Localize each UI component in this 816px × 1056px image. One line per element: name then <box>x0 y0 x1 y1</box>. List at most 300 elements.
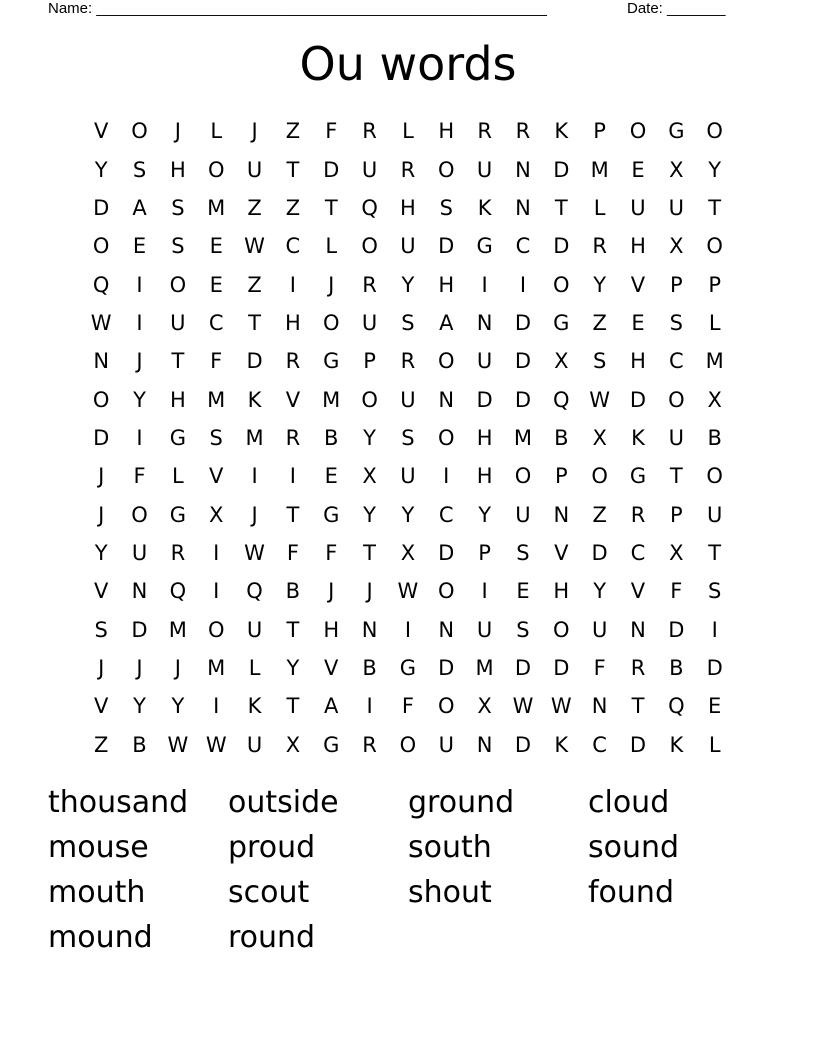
grid-letter[interactable]: G <box>169 425 186 450</box>
grid-letter[interactable]: K <box>554 732 569 757</box>
word-list-item: found <box>588 875 674 910</box>
grid-letter[interactable]: F <box>286 540 299 565</box>
grid-letter[interactable]: K <box>669 732 684 757</box>
grid-letter[interactable]: R <box>630 502 646 527</box>
grid-letter[interactable]: Z <box>592 502 607 527</box>
grid-letter[interactable]: N <box>131 579 148 604</box>
grid-letter[interactable]: Z <box>285 119 301 144</box>
grid-letter[interactable]: H <box>323 617 340 642</box>
grid-letter[interactable]: V <box>324 655 339 680</box>
grid-letter[interactable]: G <box>169 502 186 527</box>
grid-letter[interactable]: I <box>136 425 143 450</box>
grid-letter[interactable]: B <box>554 425 569 450</box>
grid-letter[interactable]: Z <box>247 195 262 220</box>
grid-letter[interactable]: O <box>361 234 378 259</box>
grid-letter[interactable]: G <box>668 119 685 144</box>
grid-letter[interactable]: Q <box>668 694 685 719</box>
grid-letter[interactable]: O <box>92 234 110 259</box>
grid-letter[interactable]: R <box>400 157 416 182</box>
word-list-item: scout <box>228 875 310 910</box>
grid-letter[interactable]: U <box>668 425 685 450</box>
grid-letter[interactable]: X <box>209 502 224 527</box>
grid-letter[interactable]: G <box>323 349 340 374</box>
grid-letter[interactable]: T <box>708 540 722 565</box>
grid-letter[interactable]: D <box>438 655 455 680</box>
grid-letter[interactable]: X <box>592 425 607 450</box>
grid-letter[interactable]: I <box>251 464 258 489</box>
grid-letter[interactable]: O <box>668 387 685 412</box>
grid-letter[interactable]: B <box>669 655 684 680</box>
grid-letter[interactable]: S <box>209 425 223 450</box>
grid-letter[interactable]: H <box>400 195 416 220</box>
grid-letter[interactable]: H <box>476 425 493 450</box>
grid-letter[interactable]: G <box>323 732 340 757</box>
grid-letter[interactable]: F <box>593 655 606 680</box>
grid-letter[interactable]: W <box>512 694 534 719</box>
word-list-item: ground <box>408 785 515 820</box>
grid-letter[interactable]: V <box>630 579 646 604</box>
grid-letter[interactable]: X <box>669 157 684 182</box>
grid-letter[interactable]: I <box>404 617 412 642</box>
grid-letter[interactable]: H <box>630 234 646 259</box>
grid-letter[interactable]: K <box>247 694 262 719</box>
grid-letter[interactable]: I <box>366 694 373 719</box>
grid-letter[interactable]: H <box>438 119 455 144</box>
grid-letter[interactable]: C <box>630 540 646 565</box>
grid-letter[interactable]: Q <box>246 579 263 604</box>
grid-letter[interactable]: Y <box>171 694 185 719</box>
grid-letter[interactable]: T <box>324 195 338 220</box>
grid-letter[interactable]: D <box>246 349 263 374</box>
grid-letter[interactable]: J <box>136 655 143 680</box>
grid-letter[interactable]: R <box>362 732 377 757</box>
grid-letter[interactable]: D <box>629 732 647 757</box>
grid-letter[interactable]: P <box>669 502 683 527</box>
grid-letter[interactable]: N <box>361 617 378 642</box>
grid-letter[interactable]: M <box>322 387 341 412</box>
grid-letter[interactable]: W <box>397 579 419 604</box>
grid-letter[interactable]: Y <box>478 502 492 527</box>
grid-letter[interactable]: R <box>285 349 301 374</box>
word-list-item: mound <box>48 920 153 955</box>
grid-letter[interactable]: C <box>285 234 301 259</box>
grid-letter[interactable]: O <box>706 234 723 259</box>
grid-letter[interactable]: U <box>591 617 608 642</box>
grid-letter[interactable]: G <box>323 502 340 527</box>
grid-letter[interactable]: F <box>133 464 146 489</box>
grid-letter[interactable]: U <box>361 157 378 182</box>
grid-letter[interactable]: M <box>245 425 264 450</box>
header <box>0 0 816 22</box>
grid-letter[interactable]: Y <box>363 425 376 450</box>
grid-letter[interactable]: S <box>401 310 415 335</box>
grid-letter[interactable]: R <box>630 655 646 680</box>
grid-letter[interactable]: E <box>708 694 722 719</box>
grid-letter[interactable]: X <box>554 349 569 374</box>
grid-letter[interactable]: N <box>438 617 455 642</box>
word-list <box>48 780 768 960</box>
grid-letter[interactable]: I <box>213 694 220 719</box>
grid-letter[interactable]: Z <box>93 732 109 757</box>
grid-letter[interactable]: T <box>363 540 376 565</box>
grid-letter[interactable]: X <box>669 234 684 259</box>
grid-letter[interactable]: O <box>207 157 225 182</box>
grid-letter[interactable]: H <box>169 157 186 182</box>
grid-letter[interactable]: O <box>131 119 148 144</box>
grid-letter[interactable]: Y <box>708 157 722 182</box>
grid-letter[interactable]: T <box>286 157 300 182</box>
grid-letter[interactable]: W <box>205 732 227 757</box>
grid-letter[interactable]: F <box>325 540 338 565</box>
grid-letter[interactable]: J <box>366 579 373 604</box>
grid-letter[interactable]: U <box>438 732 454 757</box>
grid-letter[interactable]: B <box>707 425 722 450</box>
grid-letter[interactable]: E <box>631 157 645 182</box>
name-field[interactable]: Name: ______________________________________________________ <box>48 0 547 17</box>
grid-letter[interactable]: Q <box>553 387 570 412</box>
grid-letter[interactable]: D <box>438 234 455 259</box>
grid-letter[interactable]: J <box>98 464 105 489</box>
word-list-item: thousand <box>48 785 189 820</box>
grid-letter[interactable]: O <box>131 502 148 527</box>
grid-letter[interactable]: D <box>514 310 532 335</box>
grid-letter[interactable]: O <box>92 387 110 412</box>
grid-letter[interactable]: S <box>132 157 147 182</box>
grid-letter[interactable]: F <box>401 694 414 719</box>
grid-letter[interactable]: M <box>590 157 609 182</box>
grid-letter[interactable]: M <box>207 387 226 412</box>
grid-letter[interactable]: U <box>361 310 378 335</box>
grid-letter[interactable]: I <box>289 272 296 297</box>
grid-letter[interactable]: J <box>251 119 258 144</box>
grid-letter[interactable]: U <box>131 540 148 565</box>
grid-letter[interactable]: D <box>514 387 532 412</box>
grid-letter[interactable]: D <box>553 157 570 182</box>
grid-letter[interactable]: N <box>630 617 646 642</box>
grid-letter[interactable]: S <box>171 195 185 220</box>
date-field[interactable]: Date: _______ <box>627 0 726 17</box>
grid-letter[interactable]: U <box>476 157 493 182</box>
grid-letter[interactable]: D <box>476 387 493 412</box>
grid-letter[interactable]: C <box>592 732 607 757</box>
grid-letter[interactable]: R <box>170 540 186 565</box>
grid-letter[interactable]: O <box>706 119 723 144</box>
grid-letter[interactable]: G <box>476 234 493 259</box>
grid-letter[interactable]: U <box>400 464 416 489</box>
grid-letter[interactable]: O <box>169 272 187 297</box>
grid-letter[interactable]: S <box>592 349 607 374</box>
grid-letter[interactable]: C <box>668 349 684 374</box>
grid-letter[interactable]: Q <box>169 579 187 604</box>
grid-letter[interactable]: D <box>438 540 455 565</box>
grid-letter[interactable]: T <box>248 310 261 335</box>
grid-letter[interactable]: D <box>131 617 148 642</box>
grid-letter[interactable]: X <box>477 694 492 719</box>
grid-letter[interactable]: U <box>515 502 531 527</box>
grid-letter[interactable]: U <box>170 310 186 335</box>
grid-letter[interactable]: Z <box>285 195 301 220</box>
grid-letter[interactable]: L <box>210 119 223 144</box>
grid-letter[interactable]: O <box>399 732 417 757</box>
grid-letter[interactable]: T <box>554 195 568 220</box>
grid-letter[interactable]: W <box>167 732 189 757</box>
grid-letter[interactable]: M <box>168 617 187 642</box>
grid-letter[interactable]: Y <box>94 157 108 182</box>
grid-letter[interactable]: I <box>443 464 450 489</box>
grid-letter[interactable]: Y <box>593 579 607 604</box>
grid-letter[interactable]: T <box>631 694 645 719</box>
grid-letter[interactable]: O <box>591 464 608 489</box>
grid-letter[interactable]: S <box>708 579 722 604</box>
grid-letter[interactable]: W <box>90 310 112 335</box>
grid-letter[interactable]: S <box>439 195 453 220</box>
grid-letter[interactable]: U <box>706 502 723 527</box>
grid-letter[interactable]: D <box>93 195 110 220</box>
grid-letter[interactable]: G <box>399 655 417 680</box>
grid-letter[interactable]: M <box>475 655 494 680</box>
grid-letter[interactable]: I <box>213 579 220 604</box>
grid-letter[interactable]: A <box>132 195 147 220</box>
grid-letter[interactable]: U <box>476 349 493 374</box>
grid-letter[interactable]: S <box>516 617 530 642</box>
grid-letter[interactable]: I <box>213 540 220 565</box>
grid-letter[interactable]: E <box>516 579 530 604</box>
grid-letter[interactable]: H <box>553 579 570 604</box>
grid-letter[interactable]: H <box>476 464 493 489</box>
grid-letter[interactable]: Y <box>286 655 300 680</box>
grid-letter[interactable]: L <box>708 310 721 335</box>
grid-letter[interactable]: T <box>286 694 300 719</box>
grid-letter[interactable]: U <box>246 157 263 182</box>
page-title: Ou words <box>299 37 517 91</box>
grid-letter[interactable]: X <box>707 387 722 412</box>
grid-letter[interactable]: D <box>514 349 532 374</box>
grid-letter[interactable]: J <box>98 655 105 680</box>
grid-letter[interactable]: O <box>438 425 455 450</box>
grid-letter[interactable]: Y <box>133 694 146 719</box>
grid-letter[interactable]: N <box>553 502 570 527</box>
grid-letter[interactable]: E <box>209 272 223 297</box>
grid-letter[interactable]: K <box>477 195 492 220</box>
grid-letter[interactable]: E <box>209 234 223 259</box>
grid-letter[interactable]: O <box>438 349 455 374</box>
grid-letter[interactable]: D <box>629 387 647 412</box>
grid-letter[interactable]: M <box>705 349 724 374</box>
grid-letter[interactable]: W <box>589 387 611 412</box>
grid-letter[interactable]: D <box>706 655 723 680</box>
grid-letter[interactable]: B <box>132 732 147 757</box>
grid-letter[interactable]: R <box>400 349 416 374</box>
grid-letter[interactable]: O <box>706 464 723 489</box>
grid-letter[interactable]: R <box>362 272 377 297</box>
grid-letter[interactable]: I <box>481 579 488 604</box>
grid-letter[interactable]: N <box>476 310 493 335</box>
grid-letter[interactable]: B <box>362 655 377 680</box>
grid-letter[interactable]: C <box>208 310 224 335</box>
grid-letter[interactable]: S <box>171 234 185 259</box>
grid-letter[interactable]: U <box>630 195 646 220</box>
grid-letter[interactable]: Q <box>361 195 378 220</box>
grid-letter[interactable]: L <box>325 234 338 259</box>
grid-letter[interactable]: P <box>363 349 376 374</box>
grid-letter[interactable]: O <box>553 272 570 297</box>
grid-letter[interactable]: V <box>630 272 646 297</box>
grid-letter[interactable]: U <box>246 732 263 757</box>
grid-letter[interactable]: Y <box>401 272 415 297</box>
grid-letter[interactable]: Z <box>592 310 607 335</box>
grid-letter[interactable]: O <box>629 119 647 144</box>
grid-letter[interactable]: L <box>593 195 606 220</box>
grid-letter[interactable]: J <box>174 119 181 144</box>
grid-letter[interactable]: Z <box>247 272 262 297</box>
grid-letter[interactable]: H <box>284 310 301 335</box>
grid-letter[interactable]: N <box>515 195 531 220</box>
grid-letter[interactable]: C <box>438 502 454 527</box>
word-list-item: south <box>408 830 492 865</box>
grid-letter[interactable]: B <box>285 579 301 604</box>
grid-letter[interactable]: N <box>476 732 493 757</box>
grid-letter[interactable]: P <box>708 272 721 297</box>
grid-letter[interactable]: V <box>93 579 109 604</box>
grid-letter[interactable]: V <box>209 464 224 489</box>
grid-letter[interactable]: S <box>516 540 530 565</box>
grid-letter[interactable]: J <box>251 502 258 527</box>
grid-letter[interactable]: D <box>93 425 110 450</box>
grid-letter[interactable]: G <box>553 310 570 335</box>
grid-letter[interactable]: K <box>631 425 645 450</box>
grid-letter[interactable]: T <box>171 349 185 374</box>
grid-letter[interactable]: N <box>591 694 608 719</box>
grid-letter[interactable]: H <box>438 272 455 297</box>
grid-letter[interactable]: O <box>514 464 532 489</box>
grid-letter[interactable]: J <box>98 502 105 527</box>
grid-letter[interactable]: F <box>670 579 683 604</box>
grid-letter[interactable]: O <box>553 617 570 642</box>
grid-letter[interactable]: O <box>438 579 455 604</box>
grid-letter[interactable]: E <box>132 234 147 259</box>
grid-letter[interactable]: O <box>322 310 340 335</box>
grid-letter[interactable]: H <box>630 349 646 374</box>
grid-letter[interactable]: N <box>515 157 531 182</box>
grid-letter[interactable]: V <box>93 119 109 144</box>
grid-letter[interactable]: P <box>593 119 606 144</box>
grid-letter[interactable]: U <box>400 387 416 412</box>
grid-letter[interactable]: L <box>248 655 261 680</box>
grid-letter[interactable]: U <box>400 234 416 259</box>
grid-letter[interactable]: I <box>519 272 527 297</box>
grid-letter[interactable]: K <box>554 119 569 144</box>
grid-letter[interactable]: B <box>324 425 339 450</box>
grid-letter[interactable]: W <box>244 540 265 565</box>
grid-letter[interactable]: X <box>669 540 684 565</box>
grid-letter[interactable]: U <box>246 617 263 642</box>
grid-letter[interactable]: L <box>402 119 414 144</box>
grid-letter[interactable]: R <box>515 119 531 144</box>
grid-letter[interactable]: I <box>289 464 296 489</box>
grid-letter[interactable]: K <box>247 387 262 412</box>
grid-letter[interactable]: N <box>438 387 455 412</box>
grid-letter[interactable]: I <box>136 310 143 335</box>
grid-letter[interactable]: R <box>477 119 492 144</box>
grid-letter[interactable]: Y <box>363 502 376 527</box>
grid-letter[interactable]: S <box>94 617 108 642</box>
grid-letter[interactable]: R <box>592 234 607 259</box>
grid-letter[interactable]: E <box>324 464 338 489</box>
grid-letter[interactable]: D <box>514 655 532 680</box>
grid-letter[interactable]: G <box>629 464 647 489</box>
grid-letter[interactable]: T <box>286 617 300 642</box>
grid-letter[interactable]: N <box>93 349 110 374</box>
grid-letter[interactable]: D <box>668 617 685 642</box>
grid-letter[interactable]: D <box>553 655 570 680</box>
grid-letter[interactable]: J <box>328 272 335 297</box>
grid-letter[interactable]: V <box>554 540 569 565</box>
grid-letter[interactable]: A <box>439 310 454 335</box>
grid-letter[interactable]: M <box>207 195 226 220</box>
grid-letter[interactable]: O <box>438 157 455 182</box>
grid-letter[interactable]: V <box>285 387 301 412</box>
grid-letter[interactable]: X <box>285 732 301 757</box>
grid-letter[interactable]: M <box>207 655 226 680</box>
grid-letter[interactable]: C <box>515 234 531 259</box>
grid-letter[interactable]: O <box>207 617 225 642</box>
grid-letter[interactable]: Y <box>94 540 108 565</box>
grid-letter[interactable]: T <box>669 464 683 489</box>
grid-letter[interactable]: V <box>93 694 109 719</box>
grid-letter[interactable]: J <box>328 579 335 604</box>
grid-letter[interactable]: P <box>478 540 491 565</box>
grid-letter[interactable]: D <box>514 732 532 757</box>
grid-letter[interactable]: E <box>631 310 645 335</box>
grid-letter[interactable]: R <box>285 425 301 450</box>
grid-letter[interactable]: Q <box>92 272 110 297</box>
grid-letter[interactable]: X <box>362 464 377 489</box>
grid-letter[interactable]: S <box>401 425 415 450</box>
grid-letter[interactable]: U <box>476 617 493 642</box>
grid-letter[interactable]: U <box>668 195 685 220</box>
grid-letter[interactable]: S <box>669 310 683 335</box>
grid-letter[interactable]: P <box>669 272 683 297</box>
grid-letter[interactable]: T <box>286 502 300 527</box>
grid-letter[interactable]: P <box>554 464 568 489</box>
grid-letter[interactable]: Y <box>401 502 415 527</box>
grid-letter[interactable]: J <box>136 349 143 374</box>
grid-letter[interactable]: O <box>438 694 455 719</box>
grid-letter[interactable]: J <box>174 655 181 680</box>
grid-letter[interactable]: D <box>323 157 340 182</box>
grid-letter[interactable]: D <box>591 540 608 565</box>
grid-letter[interactable]: Y <box>133 387 146 412</box>
grid-letter[interactable]: H <box>169 387 186 412</box>
grid-letter[interactable]: I <box>481 272 488 297</box>
grid-letter[interactable]: T <box>708 195 722 220</box>
grid-letter[interactable]: X <box>400 540 416 565</box>
grid-letter[interactable]: F <box>210 349 223 374</box>
grid-letter[interactable]: A <box>324 694 339 719</box>
grid-letter[interactable]: F <box>325 119 338 144</box>
grid-letter[interactable]: R <box>362 119 377 144</box>
grid-letter[interactable]: W <box>244 234 265 259</box>
grid-letter[interactable]: I <box>711 617 718 642</box>
grid-letter[interactable]: Y <box>593 272 607 297</box>
grid-letter[interactable]: O <box>361 387 378 412</box>
grid-letter[interactable]: L <box>708 732 721 757</box>
grid-letter[interactable]: D <box>553 234 570 259</box>
grid-letter[interactable]: W <box>550 694 572 719</box>
grid-letter[interactable]: M <box>513 425 533 450</box>
grid-letter[interactable]: I <box>136 272 143 297</box>
grid-letter[interactable]: L <box>172 464 184 489</box>
